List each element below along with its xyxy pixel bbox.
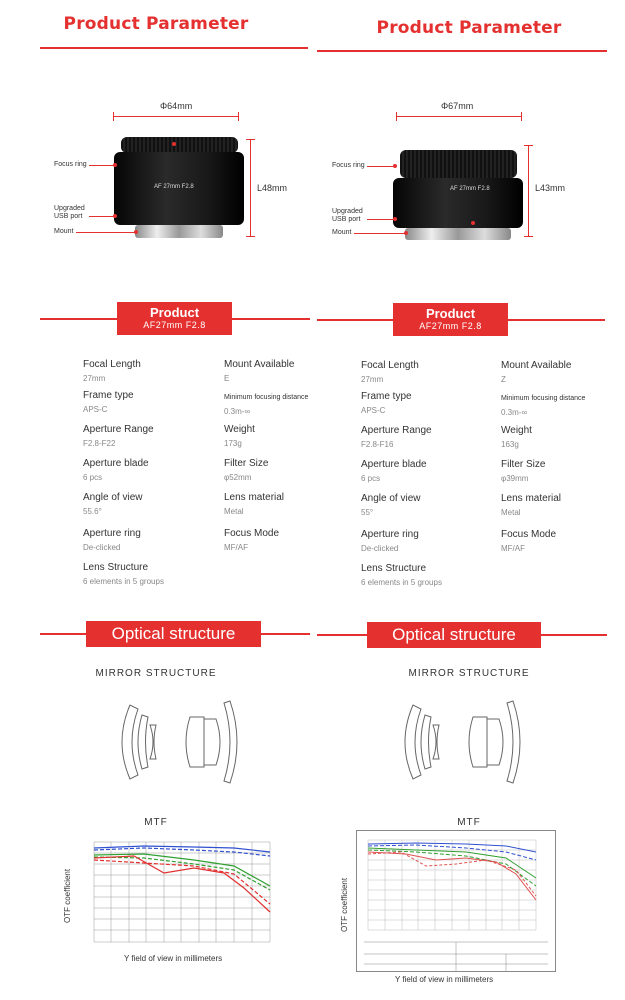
lens-element-5 [204, 719, 220, 765]
product-model: AF27mm F2.8 [143, 320, 206, 330]
spec-item: Focus Mode MF/AF [224, 528, 280, 552]
mirror-structure-title: MIRROR STRUCTURE [408, 668, 530, 679]
callout-line [76, 232, 136, 233]
usb-port-callout-line1: Upgraded [54, 205, 85, 212]
spec-item: Aperture blade 6 pcs [361, 459, 427, 483]
mtf-title: MTF [144, 817, 168, 828]
focus-ring-callout: Focus ring [332, 162, 365, 169]
length-dimension-line [250, 139, 251, 237]
lens-element-1 [122, 705, 138, 779]
lens-top-ring [121, 137, 238, 153]
spec-item: Lens Structure 6 elements in 5 groups [83, 562, 164, 586]
lens-engraving: AF 27mm F2.8 [154, 184, 194, 190]
left-column [0, 0, 312, 1000]
spec-item: Focus Mode MF/AF [501, 529, 557, 553]
index-dot [471, 221, 475, 225]
mtf-y-axis-label: OTF coefficient [340, 877, 349, 932]
spec-item: Minimum focusing distance 0.3m-∞ [501, 395, 586, 417]
header-underline [317, 50, 607, 52]
spec-item: Focal Length 27mm [83, 359, 141, 383]
usb-port-callout-line1: Upgraded [332, 208, 363, 215]
mirror-structure-title: MIRROR STRUCTURE [95, 668, 217, 679]
spec-item: Aperture blade 6 pcs [83, 458, 149, 482]
callout-line [354, 233, 406, 234]
mtf-x-axis-label: Y field of view in millimeters [124, 954, 223, 963]
diameter-dimension-line [113, 116, 239, 117]
product-model: AF27mm F2.8 [419, 321, 482, 331]
lens-mount-plate [405, 228, 511, 240]
callout-dot [113, 214, 117, 218]
lens-engraving: AF 27mm F2.8 [450, 186, 490, 192]
spec-item: Aperture Range F2.8-F22 [83, 424, 154, 448]
spec-item: Focal Length 27mm [361, 360, 419, 384]
spec-item: Frame type APS-C [83, 390, 134, 414]
lens-element-4 [186, 717, 204, 767]
diameter-label: Φ67mm [441, 101, 474, 111]
lens-element-4 [469, 717, 487, 767]
lens-element-3 [433, 725, 439, 759]
spec-item: Aperture Range F2.8-F16 [361, 425, 432, 449]
spec-item: Lens material Metal [501, 493, 562, 517]
spec-item: Angle of view 55° [361, 493, 421, 517]
mtf-curve [94, 860, 270, 904]
lens-top-ring [400, 150, 517, 178]
spec-item: Lens Structure 6 elements in 5 groups [361, 563, 442, 587]
spec-item: Weight 173g [224, 424, 255, 448]
spec-item: Aperture ring De-clicked [83, 528, 141, 552]
optical-diagram [393, 695, 533, 790]
mtf-x-axis-label: Y field of view in millimeters [395, 975, 494, 984]
callout-dot [134, 230, 138, 234]
optical-structure-title: Optical structure [86, 621, 261, 647]
optical-diagram [110, 695, 250, 790]
product-title: Product [425, 306, 476, 321]
focus-ring-callout: Focus ring [54, 161, 87, 168]
product-title-box [393, 303, 508, 336]
right-column [313, 0, 625, 1000]
callout-dot [113, 163, 117, 167]
lens-element-6 [507, 701, 520, 783]
mtf-chart [356, 830, 556, 972]
spec-item: Aperture ring De-clicked [361, 529, 419, 553]
lens-element-5 [487, 719, 503, 765]
usb-port-callout-line2: USB port [332, 216, 361, 223]
diameter-dimension-line [396, 116, 522, 117]
spec-item: Filter Size φ39mm [501, 459, 546, 483]
spec-item: Weight 163g [501, 425, 532, 449]
lens-element-2 [138, 715, 148, 769]
callout-line [89, 216, 115, 217]
index-dot [172, 142, 176, 146]
length-dimension-line [528, 145, 529, 237]
callout-line [367, 166, 395, 167]
spec-item: Mount Available E [224, 359, 295, 383]
callout-line [367, 219, 395, 220]
product-title: Product [149, 305, 200, 320]
mtf-curve [94, 856, 270, 912]
mtf-title: MTF [457, 817, 481, 828]
spec-item: Lens material Metal [224, 492, 285, 516]
diameter-label: Φ64mm [160, 101, 193, 111]
lens-element-6 [224, 701, 237, 783]
usb-port-callout-line2: USB port [54, 213, 83, 220]
product-parameter-title: Product Parameter [376, 18, 562, 38]
spec-item: Angle of view 55.6° [83, 492, 143, 516]
callout-dot [393, 164, 397, 168]
spec-item: Frame type APS-C [361, 391, 412, 415]
mount-callout: Mount [54, 228, 74, 235]
length-label: L48mm [257, 183, 288, 193]
lens-element-1 [405, 705, 421, 779]
lens-mount-plate [135, 225, 223, 238]
length-label: L43mm [535, 183, 566, 193]
mtf-y-axis-label: OTF coefficient [63, 868, 72, 923]
optical-structure-title: Optical structure [367, 622, 541, 648]
lens-element-3 [150, 725, 156, 759]
mount-callout: Mount [332, 229, 352, 236]
spec-item: Mount Available Z [501, 360, 572, 384]
callout-dot [404, 231, 408, 235]
product-title-box [117, 302, 232, 335]
callout-line [89, 165, 115, 166]
product-parameter-title: Product Parameter [63, 14, 249, 34]
lens-element-2 [421, 715, 431, 769]
spec-item: Minimum focusing distance 0.3m-∞ [224, 394, 309, 416]
header-underline [40, 47, 308, 49]
callout-dot [393, 217, 397, 221]
spec-item: Filter Size φ52mm [224, 458, 269, 482]
mtf-chart [84, 838, 294, 950]
